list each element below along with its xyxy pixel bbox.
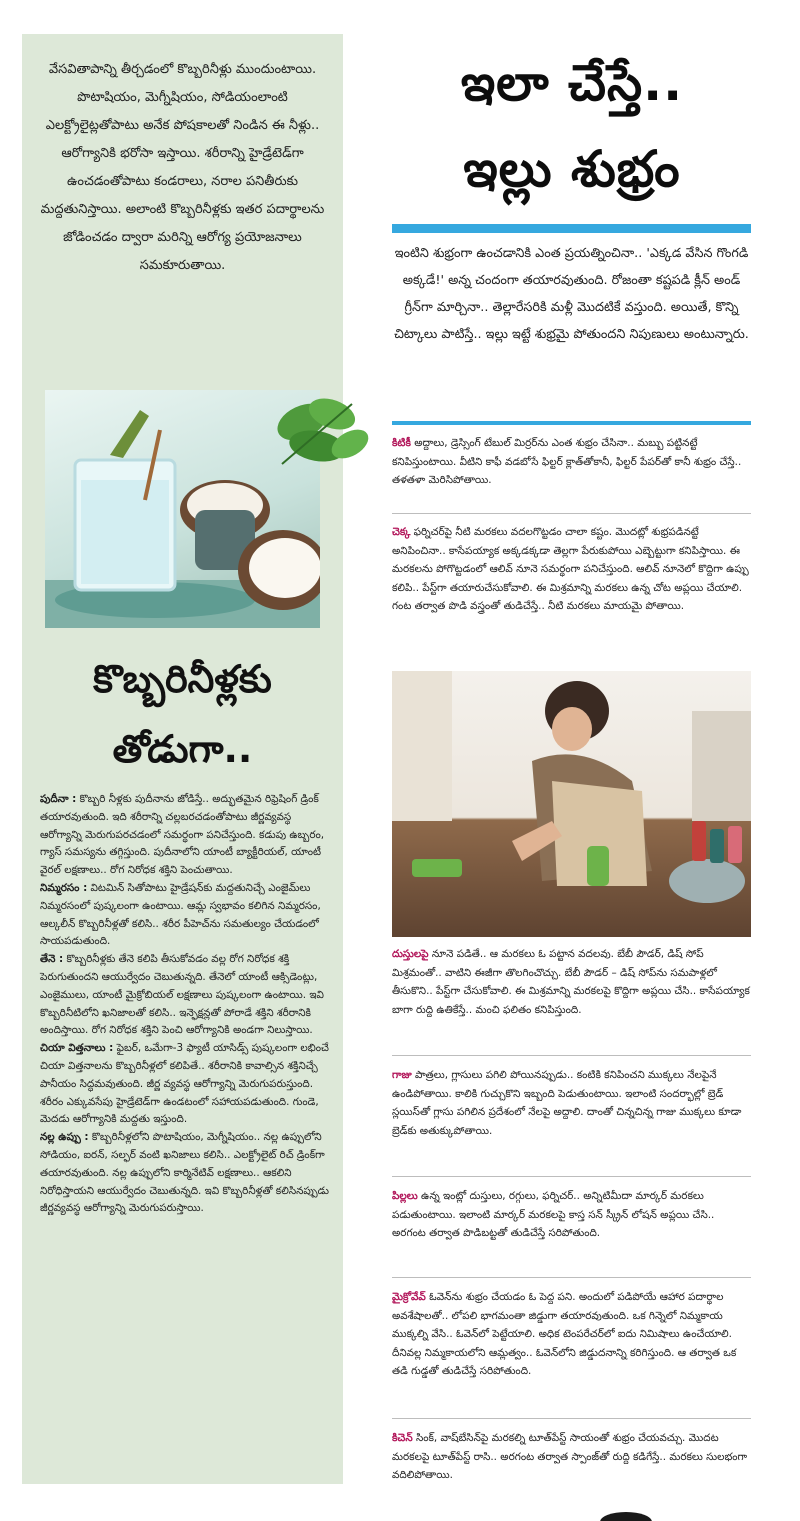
- item-text: విటమిన్ సితోపాటు హైడ్రేషన్‌కు మద్దతునిచ్చే ఎంజైమ్‌లు నిమ్మరసంలో పుష్కలంగా ఉంటాయి. ఆమ్ల స్వభావం కలిగిన నిమ్మరసం, ఆల్కలీన్ కొబ్బరినీళ్లతో కలిసి.. శరీర పీహెచ్‌ను సమతుల్యం చేయడంలో సాయపడుతుంది.: [40, 881, 321, 948]
- list-item: [40, 1129, 332, 1218]
- coconut-water-sidebar: [22, 34, 343, 1484]
- tip-keyword: గాజు: [392, 1069, 412, 1081]
- accent-divider: [392, 224, 751, 233]
- tip-text: ఓవెన్‌ను శుభ్రం చేయడం ఓ పెద్ద పని. అందులో పడిపోయే ఆహార పదార్థాల అవశేషాలతో.. లోపలి భాగమంతా జిడ్డుగా తయారవుతుంది. ఒక గిన్నెలో నిమ్మకాయ ముక్కల్ని వేసి.. ఓవెన్‌లో పెట్టేయాలి. అధిక టెంపరేచర్‌లో ఐదు నిమిషాలు ఉంచేయాలి. దీనివల్ల నిమ్మకాయలోని ఆమ్లత్వం.. ఓవెన్‌లోని జిడ్డుదనాన్ని కరిగిస్తుంది. ఆ తర్వాత ఒక తడి గుడ్డతో తుడిచేస్తే సరిపోతుంది.: [392, 1291, 737, 1378]
- page-fold-mark: [598, 1508, 654, 1521]
- tip-marker-stains: [392, 1187, 751, 1243]
- page-title-line-2: ఇల్లు శుభ్రం: [463, 140, 681, 198]
- tip-keyword: పిల్లలు: [392, 1190, 418, 1202]
- page-title: [392, 40, 752, 212]
- item-text: కొబ్బరినీళ్లకు తేనె కలిపి తీసుకోవడం వల్ల రోగ నిరోధక శక్తి పెరుగుతుందని ఆయుర్వేదం చెబుతున్నది. తేనెలో యాంటీ ఆక్సిడెంట్లు, ఎంజైములు, యాంటీ మైక్రోబియల్ లక్షణాలు పుష్కలంగా ఉంటాయి. ఇవి కొబ్బరినీటిలోని ఖనిజాలతో కలిసి.. ఇన్ఫెక్షన్లతో పోరాడే శక్తిని శరీరానికి అందిస్తాయి. రోగ నిరోధక శక్తిని పెంచి ఆరోగ్యానికి అండగా నిలుస్తాయి.: [40, 953, 324, 1037]
- tip-text: సింక్, వాష్‌బేసిన్‌పై మరకల్ని టూత్‌పేస్ట్ సాయంతో శుభ్రం చేయవచ్చు. మొదట మరకలపై టూత్‌పేస్ట్ రాసి.. అరగంట తర్వాత స్పాంజ్‌తో రుద్ది కడిగేస్తే.. మరకలు సులభంగా వదిలిపోతాయి.: [392, 1432, 748, 1482]
- item-term: పుదీనా :: [40, 793, 77, 805]
- item-term: నల్ల ఉప్పు :: [40, 1131, 89, 1144]
- item-term: తేనె :: [40, 953, 64, 966]
- divider: [392, 1277, 751, 1278]
- tip-kitchen-sink: [392, 1429, 751, 1485]
- sidebar-title-line-2: తోడుగా..: [112, 727, 253, 771]
- sidebar-body: [40, 791, 332, 1218]
- divider: [392, 1055, 751, 1056]
- divider: [392, 1176, 751, 1177]
- sidebar-intro: వేసవితాపాన్ని తీర్చడంలో కొబ్బరినీళ్లు ముందుంటాయి. పొటాషియం, మెగ్నీషియం, సోడియంలాంటి ఎలక్ట్రోలైట్లతోపాటు అనేక పోషకాలతో నిండిన ఈ నీళ్లు.. ఆరోగ్యానికి భరోసా ఇస్తాయి. శరీరాన్ని హైడ్రేటెడ్‌గా ఉంచడంతోపాటు కండరాలు, నరాల పనితీరుకు మద్దతునిస్తాయి. అలాంటి కొబ్బరినీళ్లకు ఇతర పదార్థాలను జోడించడం ద్వారా మరిన్ని ఆరోగ్య ప్రయోజనాలు సమకూరుతాయి.: [40, 62, 325, 273]
- item-text: కొబ్బరినీళ్లలోని పొటాషియం, మెగ్నీషియం.. నల్ల ఉప్పులోని సోడియం, ఐరన్, సల్ఫర్ వంటి ఖనిజాలు కలిసి.. ఎలక్ట్రోలైట్ రిచ్ డ్రింక్‌గా తయారవుతుంది. నల్ల ఉప్పులోని కార్మినేటివ్ లక్షణాలు.. ఆకలిని నిరోధిస్తాయని ఆయుర్వేదం చెబుతున్నది. ఇవి కొబ్బరినీళ్లతో కలిసినప్పుడు జీర్ణవ్యవస్థ ఆరోగ్యాన్ని మెరుగుపరుస్తాయి.: [40, 1131, 329, 1215]
- item-term: నిమ్మరసం :: [40, 881, 88, 894]
- tip-text: పాత్రలు, గ్లాసులు పగిలి పోయినప్పుడు.. కంటికి కనిపించని ముక్కలు నేలపైనే ఉండిపోతాయి. కాలికి గుచ్చుకొని ఇబ్బంది పెడుతుంటాయి. ఇలాంటి సందర్భాల్లో బ్రెడ్ స్లయిస్‌తో గ్లాసు పగిలిన ప్రదేశంలో నేలపై అద్దాలి. దాంతో చిన్నచిన్న గాజు ముక్కలు కూడా బ్రెడ్‌కు అతుక్కుపోతాయి.: [392, 1069, 742, 1137]
- tip-text: నూనె పడితే.. ఆ మరకలు ఓ పట్టాన వదలవు. బేబీ పౌడర్, డిష్ సోప్ మిశ్రమంతో.. వాటిని ఈజీగా తొలగించొచ్చు. బేబీ పౌడర్ – డిష్ సోప్‌ను సమపాళ్లలో తీసుకొని.. పేస్ట్‌గా చేసుకోవాలి. ఈ మిశ్రమాన్ని మరకలపై కొద్దిగా అప్లయి చేసి.. కాసేపయ్యాక బాగా రుద్ది ఉతికేస్తే.. మంచి ఫలితం కనిపిస్తుంది.: [392, 948, 750, 1016]
- tip-keyword: చెక్క: [392, 526, 411, 538]
- article-intro: ఇంటిని శుభ్రంగా ఉంచడానికి ఎంత ప్రయత్నించినా.. 'ఎక్కడ వేసిన గొంగడి అక్కడే!' అన్న చందంగా తయారవుతుంది. రోజంతా కష్టపడి క్లీన్ అండ్ గ్రీన్‌గా మార్చినా.. తెల్లారేసరికి మళ్లీ మొదటికే వస్తుంది. అయితే, కొన్ని చిట్కాలు పాటిస్తే.. ఇల్లు ఇట్టే శుభ్రమై పోతుందని నిపుణులు అంటున్నారు.: [394, 246, 749, 342]
- tip-clothes-stains: [392, 945, 751, 1019]
- accent-divider-thin: [392, 421, 751, 425]
- tip-keyword: దుస్తులపై: [392, 948, 429, 960]
- tip-text: ఉన్న ఇంట్లో దుస్తులు, రగ్గులు, ఫర్నిచర్.. అన్నిటిమీదా మార్కర్ మరకలు పడుతుంటాయి. ఇలాంటి మార్కర్ మరకలపై కాస్త సన్ స్క్రీన్ లోషన్ అప్లయి చేసి.. అరగంట తర్వాత పొడిబట్టతో తుడిచేస్తే సరిపోతుంది.: [392, 1190, 715, 1240]
- list-item: [40, 951, 332, 1040]
- divider: [392, 1418, 751, 1419]
- sidebar-title-line-1: కొబ్బరినీళ్లకు: [93, 657, 272, 701]
- cleaning-woman-illustration: [392, 671, 751, 937]
- mint-leaves-icon: [262, 384, 374, 484]
- tip-wood-furniture: [392, 523, 751, 616]
- cleaning-woman-photo: [392, 671, 751, 937]
- list-item: [40, 1040, 332, 1129]
- item-text: ఫైబర్, ఒమేగా-3 ఫ్యాటీ యాసిడ్స్ పుష్కలంగా లభించే చియా విత్తనాలను కొబ్బరినీళ్లలో కలిపితే.. శరీరానికి కావాల్సిన శక్తినిచ్చే పానీయం సిద్ధమవుతుంది. జీర్ణ వ్యవస్థ ఆరోగ్యాన్ని మెరుగుపరుస్తుంది. శరీరం ఎక్కువసేపు హైడ్రేటెడ్‌గా ఉండటంలో సహాయపడుతుంది. గుండె, మెదడు ఆరోగ్యానికి మద్దతు ఇస్తుంది.: [40, 1042, 329, 1126]
- divider: [392, 513, 751, 514]
- tip-keyword: కిటికీ: [392, 437, 411, 449]
- tip-text: ఫర్నిచర్‌పై నీటి మరకలు వదలగొట్టడం చాలా కష్టం. మొదట్లో శుభ్రపడినట్టే అనిపించినా.. కాసేపయ్యాక అక్కడక్కడా తెల్లగా పేరుకుపోయి ఎబ్బెట్టుగా కనిపిస్తాయి. ఈ మరకలను పోగొట్టడంలో ఆలివ్ నూనె సమర్థంగా పనిచేస్తుంది. ఆలివ్ నూనెలో కొద్దిగా ఉప్పు కలిపి.. పేస్ట్‌గా తయారుచేసుకోవాలి. ఈ మిశ్రమాన్ని మరకలు ఉన్న చోట అప్లయి చేయాలి. గంట తర్వాత పొడి వస్త్రంతో తుడిచేస్తే.. నీటి మరకలు మాయమై పోతాయి.: [392, 526, 749, 613]
- tip-broken-glass: [392, 1066, 751, 1140]
- list-item: [40, 880, 332, 951]
- page-title-line-1: ఇలా చేస్తే..: [460, 54, 684, 112]
- item-term: చియా విత్తనాలు :: [40, 1042, 114, 1055]
- item-text: కొబ్బరి నీళ్లకు పుదీనాను జోడిస్తే.. అద్భుతమైన రిఫ్రెషింగ్ డ్రింక్ తయారవుతుంది. ఇది శరీరాన్ని చల్లబరచడంతోపాటు జీర్ణవ్యవస్థ ఆరోగ్యాన్ని మెరుగుపరచడంలో సమర్థంగా పనిచేస్తుంది. కడుపు ఉబ్బరం, గ్యాస్ సమస్యను తగ్గిస్తుంది. పుదీనాలోని యాంటీ బ్యాక్టీరియల్, యాంటీ వైరల్ లక్షణాలు.. రోగ నిరోధక శక్తిని పెంచుతాయి.: [40, 793, 325, 877]
- sidebar-title: [22, 644, 343, 784]
- tip-text: అద్దాలు, డ్రెస్సింగ్ టేబుల్ మిర్రర్‌ను ఎంత శుభ్రం చేసినా.. మబ్బు పట్టినట్టే కనిపిస్తుంటాయి. వీటిని కాఫీ వడబోసే ఫిల్టర్ క్లాత్‌తోకానీ, ఫిల్టర్ పేపర్‌తో కానీ శుభ్రం చేస్తే.. తళతళా మెరిసిపోతాయి.: [392, 437, 742, 487]
- tip-keyword: కిచెన్: [392, 1432, 413, 1444]
- tip-microwave: [392, 1288, 751, 1381]
- tip-keyword: మైక్రోవేవ్: [392, 1291, 426, 1303]
- tip-window-glass: [392, 434, 751, 490]
- list-item: [40, 791, 332, 880]
